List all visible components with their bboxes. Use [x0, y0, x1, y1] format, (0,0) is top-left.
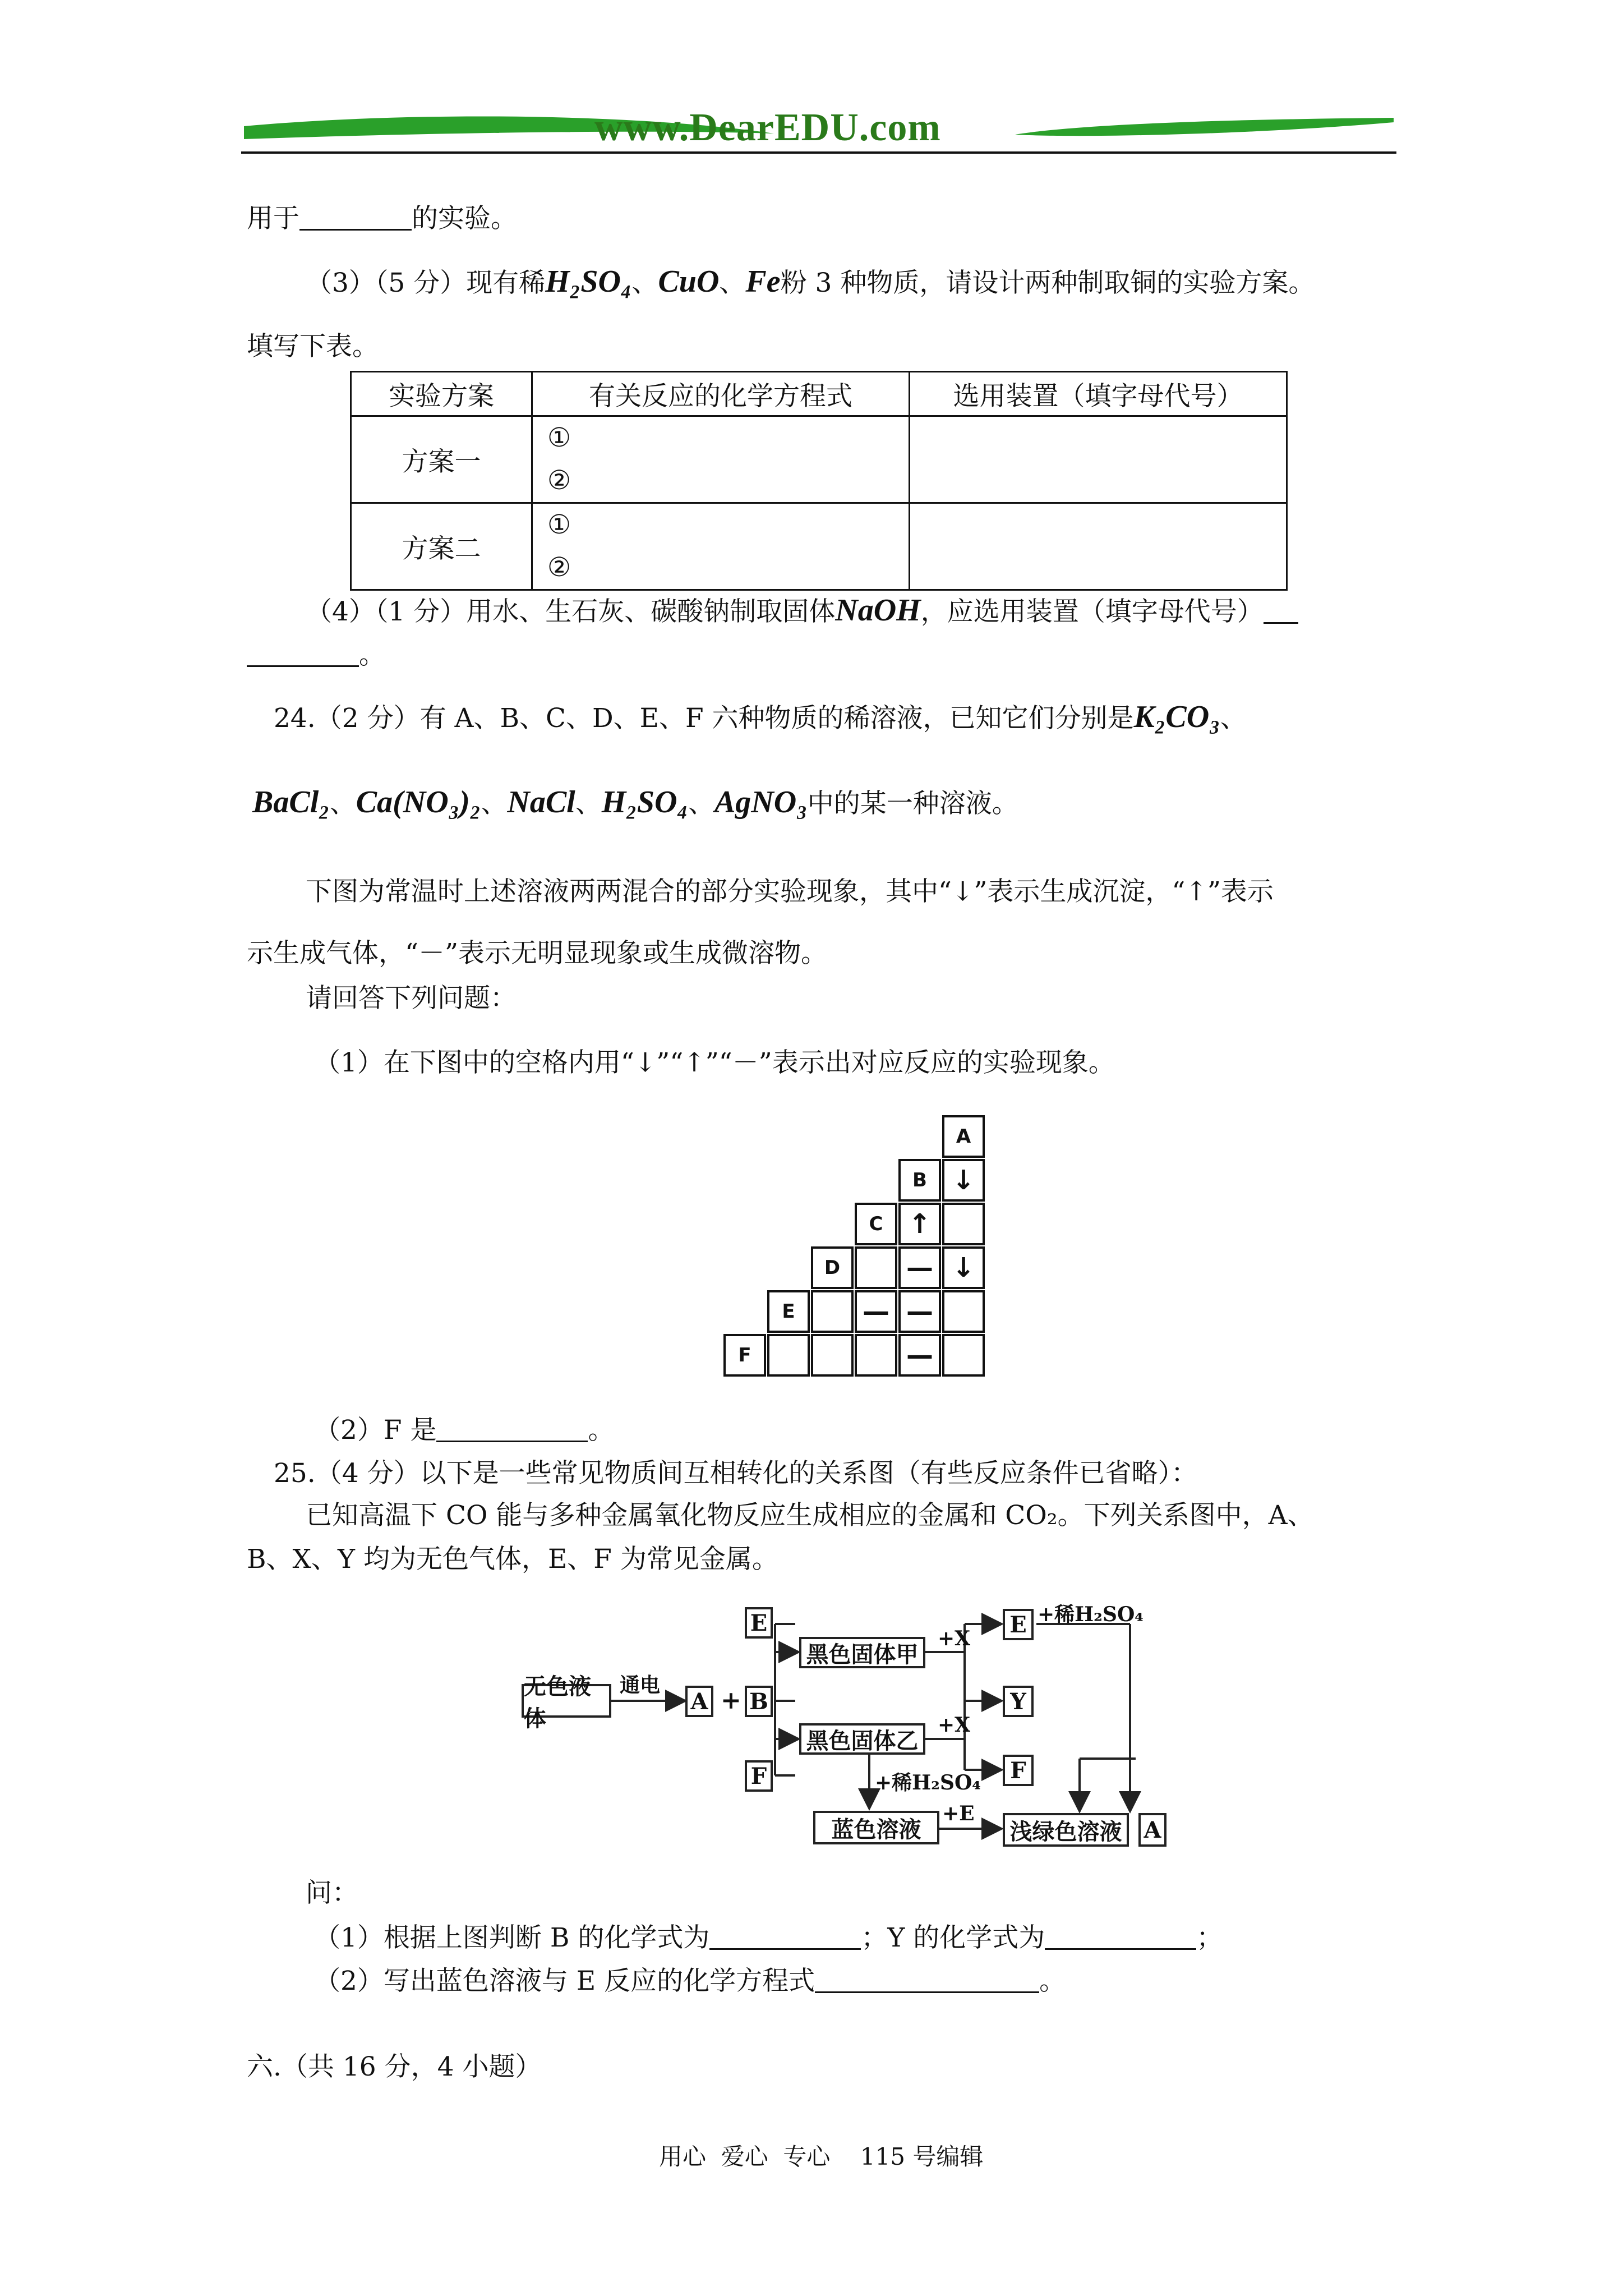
- label-plus-x-1: +X: [938, 1627, 971, 1650]
- grid-label-F: F: [723, 1334, 766, 1377]
- grid-label-B: B: [898, 1159, 941, 1202]
- question-24-desc: 下图为常温时上述溶液两两混合的部分实验现象，其中“↓”表示生成沉淀，“↑”表示: [306, 876, 1274, 907]
- grid-cell-B-A: ↓: [942, 1159, 985, 1202]
- label-plus-e: +E: [942, 1802, 975, 1825]
- question-25-sub2: （2）写出蓝色溶液与 E 反应的化学方程式 。: [314, 1966, 1066, 1996]
- table-header: 选用装置（填字母代号）: [910, 372, 1287, 416]
- node-black-solid-1: 黑色固体甲: [799, 1637, 925, 1668]
- equation-cell: ① ②: [532, 416, 910, 503]
- question-24-line2: BaCl₂、Ca(NO₃)₂、NaCl、H₂SO₄、AgNO₃中的某一种溶液。: [252, 785, 1018, 820]
- question-25-desc2: B、X、Y 均为无色气体，E、F 为常见金属。: [247, 1544, 778, 1575]
- grid-label-E: E: [767, 1290, 810, 1333]
- grid-cell-D-C[interactable]: [855, 1246, 897, 1289]
- question-24-sub2: （2）F 是 。: [314, 1415, 615, 1446]
- flow-diagram: [516, 1599, 1178, 1868]
- label-dilute-h2so4-2: +稀H₂SO₄: [875, 1771, 981, 1795]
- label-dilute-h2so4-1: +稀H₂SO₄: [1038, 1603, 1144, 1626]
- question-4-line2: 。: [247, 638, 385, 672]
- question-4: （4）（1 分）用水、生石灰、碳酸钠制取固体NaOH，应选用装置（填字母代号）: [306, 593, 1298, 629]
- node-light-green-solution: 浅绿色溶液: [1003, 1813, 1129, 1847]
- grid-cell-E-C: —: [855, 1290, 897, 1333]
- plus-sign: +: [721, 1686, 741, 1715]
- question-25-desc: 已知高温下 CO 能与多种金属氧化物反应生成相应的金属和 CO₂。下列关系图中，A、: [306, 1500, 1314, 1531]
- question-25-sub1: （1）根据上图判断 B 的化学式为 ；Y 的化学式为 ；: [314, 1922, 1223, 1953]
- table-header: 有关反应的化学方程式: [532, 372, 910, 416]
- grid-label-D: D: [811, 1246, 854, 1289]
- grid-cell-D-B: —: [898, 1246, 941, 1289]
- question-24-sub1: （1）在下图中的空格内用“↓”“↑”“－”表示出对应反应的实验现象。: [314, 1047, 1115, 1078]
- page-footer: 用心 爱心 专心 115 号编辑: [659, 2143, 984, 2170]
- question-3-line2: 填写下表。: [247, 331, 379, 362]
- grid-label-C: C: [855, 1203, 897, 1245]
- grid-cell-F-A[interactable]: [942, 1334, 985, 1377]
- node-B: B: [745, 1686, 773, 1717]
- equation-cell: ① ②: [532, 503, 910, 590]
- grid-cell-F-E[interactable]: [767, 1334, 810, 1377]
- question-24-ask: 请回答下列问题：: [306, 983, 517, 1014]
- node-F-product: F: [1003, 1755, 1034, 1786]
- grid-label-A: A: [942, 1115, 985, 1158]
- apparatus-cell: [910, 503, 1287, 590]
- node-A: A: [685, 1686, 713, 1717]
- site-logo: www.DearEDU.com: [594, 106, 941, 149]
- node-A-product: A: [1138, 1813, 1166, 1847]
- question-24-desc2: 示生成气体，“－”表示无明显现象或生成微溶物。: [247, 938, 828, 969]
- question-25: 25.（4 分）以下是一些常见物质间互相转化的关系图（有些反应条件已省略）：: [274, 1458, 1198, 1489]
- node-E: E: [745, 1607, 773, 1639]
- line-1: 用于 的实验。: [247, 203, 517, 234]
- node-colorless-liquid: 无色液体: [522, 1684, 611, 1718]
- grid-cell-E-B: —: [898, 1290, 941, 1333]
- question-3: （3）（5 分）现有稀H₂SO₄、CuO、Fe粉 3 种物质，请设计两种制取铜的实验方案。: [306, 264, 1315, 299]
- node-F: F: [745, 1760, 773, 1792]
- scheme-table: [350, 371, 1288, 591]
- node-Y: Y: [1003, 1686, 1034, 1717]
- section-6-heading: 六.（共 16 分，4 小题）: [247, 2051, 542, 2082]
- grid-cell-D-A: ↓: [942, 1246, 985, 1289]
- grid-cell-F-D[interactable]: [811, 1334, 854, 1377]
- node-blue-solution: 蓝色溶液: [813, 1811, 939, 1844]
- grid-cell-E-D[interactable]: [811, 1290, 854, 1333]
- grid-cell-F-B: —: [898, 1334, 941, 1377]
- apparatus-cell: [910, 416, 1287, 503]
- question-25-ask: 问：: [306, 1878, 358, 1908]
- label-plus-x-2: +X: [938, 1713, 971, 1737]
- grid-cell-C-A[interactable]: [942, 1203, 985, 1245]
- grid-cell-C-B: ↑: [898, 1203, 941, 1245]
- grid-cell-F-C[interactable]: [855, 1334, 897, 1377]
- table-row-label: 方案二: [351, 503, 532, 590]
- label-electrolysis: 通电: [620, 1673, 661, 1697]
- grid-cell-E-A[interactable]: [942, 1290, 985, 1333]
- question-24: 24.（2 分）有 A、B、C、D、E、F 六种物质的稀溶液，已知它们分别是K₂CO₃、: [274, 700, 1247, 734]
- table-row-label: 方案一: [351, 416, 532, 503]
- table-header: 实验方案: [351, 372, 532, 416]
- node-E-product: E: [1003, 1609, 1034, 1640]
- node-black-solid-2: 黑色固体乙: [799, 1723, 925, 1755]
